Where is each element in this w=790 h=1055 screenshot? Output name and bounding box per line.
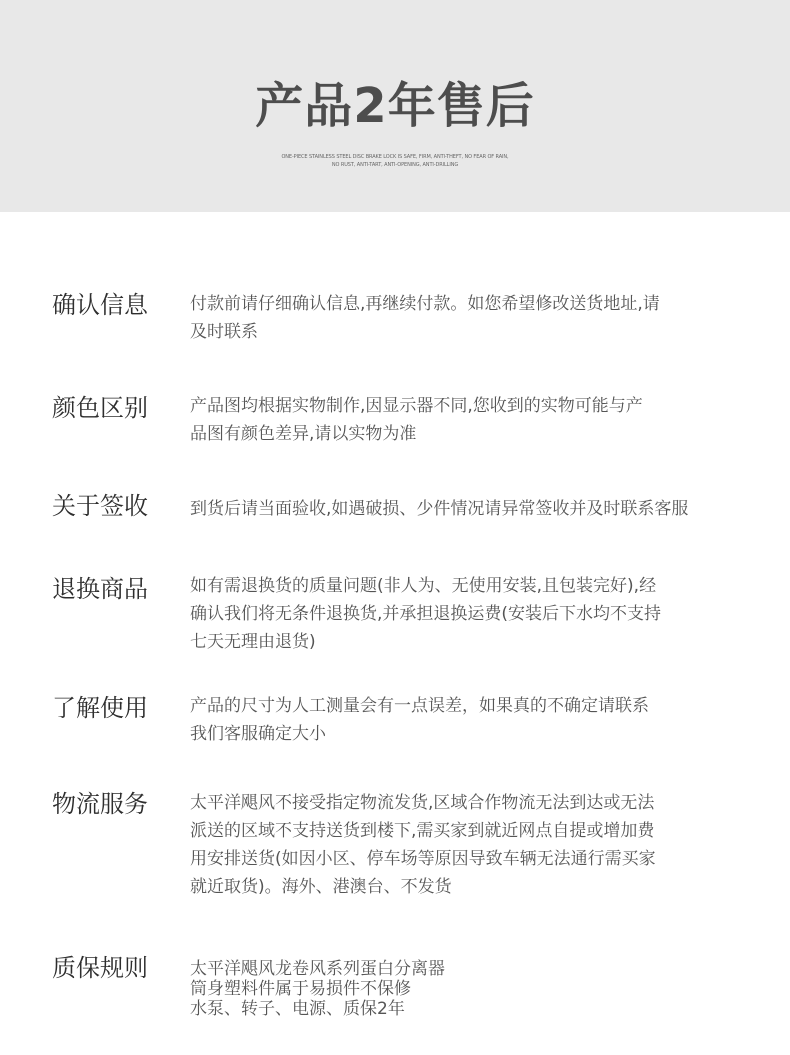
text-line: 派送的区域不支持送货到楼下,需买家到就近网点自提或增加费 [190,821,655,841]
text-line: 及时联系 [190,322,258,342]
text-line: 确认我们将无条件退换货,并承担退换运费(安装后下水均不支持 [190,604,662,624]
text-line: 太平洋飓风龙卷风系列蛋白分离器 [190,959,445,979]
text-line: 我们客服确定大小 [190,724,326,744]
text-line: 七天无理由退货) [190,632,316,652]
text-line: 付款前请仔细确认信息,再继续付款。如您希望修改送货地址,请 [190,294,660,314]
section-label-usage: 了解使用 [52,694,148,722]
section-label-color-difference: 颜色区别 [52,394,148,422]
text-line: 筒身塑料件属于易损件不保修 [190,979,411,999]
section-text-logistics [190,789,750,901]
text-line: 就近取货)。海外、港澳台、不发货 [190,877,452,897]
header-subtitle-line: ONE-PIECE STAINLESS STEEL DISC BRAKE LOCK IS SAFE, FIRM, ANTI-THEFT, NO FEAR OF RAIN, [281,154,509,160]
section-text-usage [190,692,750,748]
text-line: 品图有颜色差异,请以实物为准 [190,424,417,444]
header-subtitle [245,153,545,169]
header-subtitle-line: NO RUST, ANTI-TART, ANTI-OPENING, ANTI-DRILLING [331,162,459,168]
text-line: 用安排送货(如因小区、停车场等原因导致车辆无法通行需买家 [190,849,656,869]
section-label-receipt: 关于签收 [52,492,148,520]
page-title: 产品2年售后 [255,78,535,134]
text-line: 如有需退换货的质量问题(非人为、无使用安装,且包装完好),经 [190,576,657,596]
text-line: 水泵、转子、电源、质保2年 [190,999,405,1019]
section-label-confirm-info: 确认信息 [52,291,148,319]
text-line: 到货后请当面验收,如遇破损、少件情况请异常签收并及时联系客服 [190,499,689,519]
section-text-confirm-info [190,290,750,346]
section-label-returns: 退换商品 [52,575,148,603]
section-text-warranty [190,959,750,1019]
section-text-receipt [190,495,750,523]
text-line: 太平洋飓风不接受指定物流发货,区域合作物流无法到达或无法 [190,793,655,813]
section-label-warranty: 质保规则 [52,954,148,982]
section-text-returns [190,572,750,656]
text-line: 产品的尺寸为人工测量会有一点误差，如果真的不确定请联系 [190,696,649,716]
section-text-color-difference [190,392,750,448]
text-line: 产品图均根据实物制作,因显示器不同,您收到的实物可能与产 [190,396,643,416]
header-banner [0,0,790,212]
section-label-logistics: 物流服务 [52,790,148,818]
